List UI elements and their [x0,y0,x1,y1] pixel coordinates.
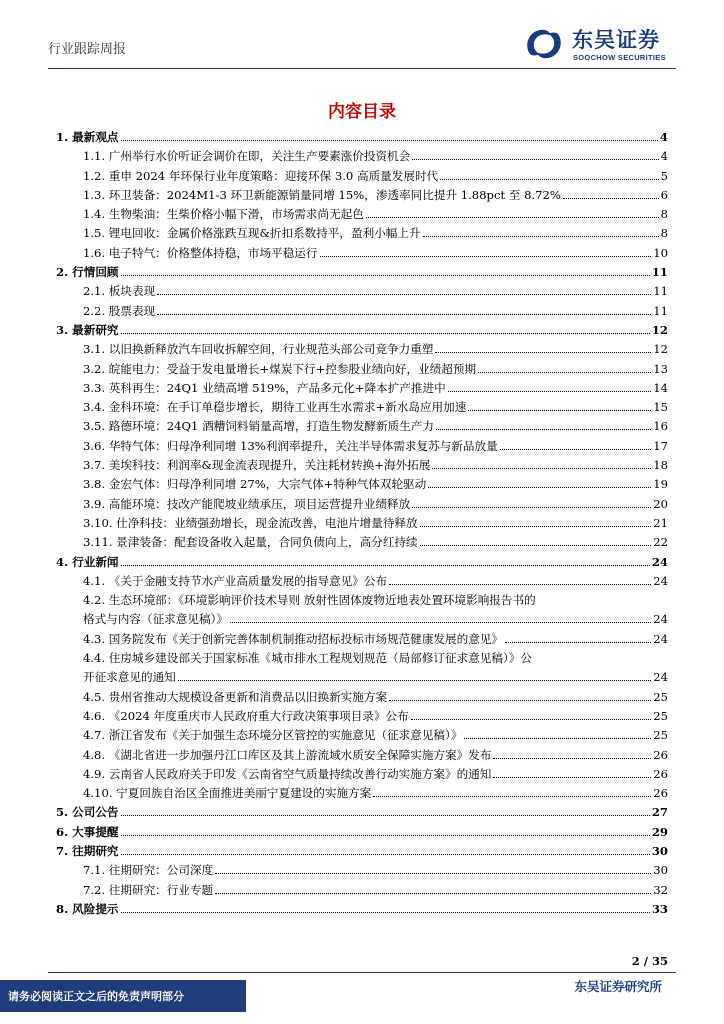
toc-entry[interactable] [56,147,668,166]
doc-type-label: 行业跟踪周报 [48,42,127,57]
toc-leader [121,854,650,855]
toc-leader [500,449,652,450]
toc-section[interactable] [56,128,668,147]
toc-entry-text: 4.8. 《湖北省进一步加强丹江口库区及其上游流域水质安全保障实施方案》发布 [83,747,492,762]
soochow-logo-icon [522,24,566,64]
toc-section[interactable] [56,823,668,842]
toc-page-number: 11 [653,284,668,299]
toc-entry-text: 4.9. 云南省人民政府关于印发《云南省空气质量持续改善行动实施方案》的通知 [83,766,492,781]
toc-entry-text: 4.7. 浙江省发布《关于加强生态环境分区管控的实施意见（征求意见稿）》 [83,728,463,743]
toc-leader [493,777,651,778]
toc-page-number: 14 [653,380,668,395]
toc-leader [178,680,651,681]
toc-entry[interactable] [56,649,668,688]
toc-page-number: 18 [653,458,668,473]
header-divider [48,68,676,69]
toc-entry[interactable] [56,688,668,707]
toc-entry-text: 2.1. 板块表现 [83,284,156,299]
toc-leader [121,565,650,566]
toc-entry-text: 3.11. 景津装备：配套设备收入起量，合同负债向上，高分红持续 [83,535,418,550]
toc-entry-text: 3.4. 金科环境：在手订单稳步增长，期待工业再生水需求+新水岛应用加速 [83,400,467,415]
toc-entry-text: 3.9. 高能环境：技改产能爬坡业绩承压，项目运营提升业绩释放 [83,496,411,511]
toc-page-number: 12 [653,342,668,357]
toc-page-number: 8 [660,207,668,222]
table-of-contents [56,128,668,919]
toc-page-number: 12 [651,322,668,337]
toc-leader [420,545,652,546]
toc-entry[interactable] [56,224,668,243]
brand-name-cn: 东吴证券 [572,28,660,52]
toc-page-number: 26 [653,786,668,801]
toc-entry-text: 3. 最新研究 [56,322,119,337]
toc-leader [505,642,651,643]
toc-entry[interactable] [56,167,668,186]
toc-leader [493,758,651,759]
toc-entry-text: 7.1. 往期研究：公司深度 [83,863,214,878]
toc-entry[interactable] [56,881,668,900]
footer-org: 东吴证券研究所 [574,979,662,994]
toc-page-number: 33 [651,901,668,916]
toc-leader [412,507,651,508]
toc-leader [230,622,651,623]
toc-page-number: 30 [653,863,668,878]
toc-page-number: 29 [651,824,668,839]
toc-entry-text: 1.5. 锂电回收：金属价格涨跌互现&折扣系数持平，盈利小幅上升 [83,226,421,241]
toc-entry[interactable] [56,360,668,379]
toc-entry[interactable] [56,726,668,745]
toc-page-number: 24 [653,670,668,685]
toc-entry-text: 6. 大事提醒 [56,824,119,839]
toc-entry-text: 7. 往期研究 [56,843,119,858]
toc-section[interactable] [56,803,668,822]
toc-entry-text: 3.3. 英科再生：24Q1 业绩高增 519%，产品多元化+降本扩产推进中 [83,380,446,395]
toc-page-number: 30 [651,843,668,858]
toc-entry[interactable] [56,398,668,417]
toc-leader [412,159,658,160]
toc-page-number: 6 [660,187,668,202]
page-indicator: 2 / 35 [631,954,668,968]
toc-page-number: 24 [653,612,668,627]
toc-page-number: 13 [653,361,668,376]
toc-entry-text: 1.1. 广州举行水价听证会调价在即，关注生产要素涨价投资机会 [83,149,411,164]
toc-entry-text-cont: 格式与内容（征求意见稿）》 [83,612,228,627]
toc-page-number: 22 [653,535,668,550]
toc-leader [423,236,659,237]
toc-leader [411,719,652,720]
toc-leader [121,140,658,141]
toc-entry-text: 8. 风险提示 [56,901,119,916]
toc-leader [436,429,651,430]
toc-leader [435,352,651,353]
toc-entry-text: 4.6. 《2024 年度重庆市人民政府重大行政决策事项目录》公布 [83,708,409,723]
toc-entry[interactable] [56,707,668,726]
toc-entry[interactable] [56,514,668,533]
toc-page-number: 4 [659,130,668,144]
toc-leader [440,179,658,180]
brand-name-en: SOOCHOW SECURITIES [573,53,666,62]
toc-page-number: 11 [651,265,668,280]
toc-entry[interactable] [56,861,668,880]
toc-entry-text: 4.3. 国务院发布《关于创新完善体制机制推动招标投标市场规范健康发展的意见》 [83,631,503,646]
toc-page-number: 10 [653,245,668,260]
toc-entry-text: 4.10. 宁夏回族自治区全面推进美丽宁夏建设的实施方案 [83,786,372,801]
toc-leader [157,294,651,295]
toc-page-number: 25 [653,708,668,723]
toc-leader [420,526,652,527]
toc-entry-text: 3.7. 美埃科技：利润率&现金流表现提升，关注耗材转换+海外拓展 [83,458,431,473]
toc-entry-text-cont: 开征求意见的通知 [83,670,176,685]
toc-entry-text: 2. 行情回顾 [56,265,119,280]
toc-entry-text: 3.8. 金宏气体：归母净利同增 27%，大宗气体+特种气体双轮驱动 [83,477,427,492]
toc-entry-text: 4.1. 《关于金融支持节水产业高质量发展的指导意见》公布 [83,573,388,588]
toc-page-number: 19 [653,477,668,492]
toc-leader [432,468,651,469]
toc-page-number: 26 [653,747,668,762]
toc-entry-text: 3.10. 仕净科技：业绩强劲增长，现金流改善，电池片增量待释放 [83,515,418,530]
toc-entry[interactable] [56,340,668,359]
toc-page-number: 24 [653,573,668,588]
brand-logo [522,24,692,64]
toc-leader [121,275,650,276]
toc-leader [389,584,651,585]
toc-page-number: 25 [653,689,668,704]
toc-leader [157,314,651,315]
toc-page-number: 24 [651,554,668,569]
toc-entry[interactable] [56,495,668,514]
toc-page-number: 11 [653,303,668,318]
toc-page-number: 26 [653,766,668,781]
toc-entry-text: 3.5. 路德环境：24Q1 酒糟饲料销量高增，打造生物发酵新质生产力 [83,419,434,434]
toc-page-number: 24 [653,631,668,646]
toc-entry-text: 2.2. 股票表现 [83,303,156,318]
toc-entry[interactable] [56,437,668,456]
toc-entry-text: 7.2. 往期研究：行业专题 [83,882,214,897]
toc-leader [389,700,651,701]
toc-entry[interactable] [56,746,668,765]
toc-section[interactable] [56,900,668,919]
toc-page-number: 32 [653,882,668,897]
toc-entry-text: 5. 公司公告 [56,805,119,820]
toc-page-number: 21 [653,515,668,530]
toc-entry-text: 3.2. 皖能电力：受益于发电量增长+煤炭下行+控参股业绩向好，业绩超预期 [83,361,477,376]
toc-entry-text: 1.2. 重申 2024 年环保行业年度策略：迎接环保 3.0 高质量发展时代 [83,168,439,183]
toc-leader [320,256,652,257]
toc-page-number: 17 [653,438,668,453]
toc-entry[interactable] [56,630,668,649]
toc-entry-text: 4.5. 贵州省推动大规模设备更新和消费品以旧换新实施方案 [83,689,388,704]
toc-leader [121,835,650,836]
toc-entry[interactable] [56,765,668,784]
toc-entry[interactable] [56,244,668,263]
toc-entry-text: 4.2. 生态环境部：《环境影响评价技术导则 放射性固体废物近地表处置环境影响报告书的 [83,593,536,608]
toc-entry-text: 3.1. 以旧换新释放汽车回收拆解空间，行业规范头部公司竞争力重塑 [83,342,434,357]
toc-entry-text: 4. 行业新闻 [56,554,119,569]
toc-entry[interactable] [56,302,668,321]
toc-leader [428,487,651,488]
toc-leader [121,815,650,816]
toc-page-number: 4 [660,149,668,164]
toc-page-number: 8 [660,226,668,241]
toc-page-number: 5 [660,168,668,183]
toc-leader [215,873,651,874]
toc-entry-text: 1. 最新观点 [56,130,119,144]
toc-entry[interactable] [56,784,668,803]
toc-entry[interactable] [56,379,668,398]
toc-section[interactable] [56,321,668,340]
toc-section[interactable] [56,842,668,861]
toc-entry[interactable] [56,205,668,224]
toc-entry[interactable] [56,282,668,301]
toc-page-number: 25 [653,728,668,743]
toc-entry[interactable] [56,186,668,205]
toc-entry-text: 1.6. 电子特气：价格整体持稳，市场平稳运行 [83,245,318,260]
toc-title: 内容目录 [328,102,396,122]
toc-page-number: 20 [653,496,668,511]
toc-page-number: 27 [651,805,668,820]
toc-leader [366,217,659,218]
toc-leader [563,198,659,199]
toc-entry[interactable] [56,417,668,436]
toc-section[interactable] [56,263,668,282]
toc-entry-text: 3.6. 华特气体：归母净利同增 13%利润率提升，关注半导体需求复苏与新品放量 [83,438,498,453]
toc-leader [215,893,651,894]
toc-leader [468,410,651,411]
toc-entry-text: 1.4. 生物柴油：生柴价格小幅下滑，市场需求尚无起色 [83,207,364,222]
footer-divider [48,972,676,973]
disclaimer-banner: 请务必阅读正文之后的免责声明部分 [0,980,246,1012]
toc-leader [478,372,651,373]
toc-leader [448,391,651,392]
toc-entry[interactable] [56,591,668,630]
toc-entry-text: 4.4. 住房城乡建设部关于国家标准《城市排水工程规划规范（局部修订征求意见稿）》公 [83,651,532,666]
toc-page-number: 15 [653,400,668,415]
toc-entry[interactable] [56,572,668,591]
toc-entry[interactable] [56,475,668,494]
toc-section[interactable] [56,553,668,572]
toc-leader [121,333,650,334]
toc-leader [464,738,651,739]
toc-entry[interactable] [56,456,668,475]
toc-leader [121,912,650,913]
toc-leader [373,796,651,797]
toc-entry[interactable] [56,533,668,552]
toc-entry-text: 1.3. 环卫装备：2024M1-3 环卫新能源销量同增 15%，渗透率同比提升 1.88pct 至 8.72% [83,187,561,202]
toc-page-number: 16 [653,419,668,434]
